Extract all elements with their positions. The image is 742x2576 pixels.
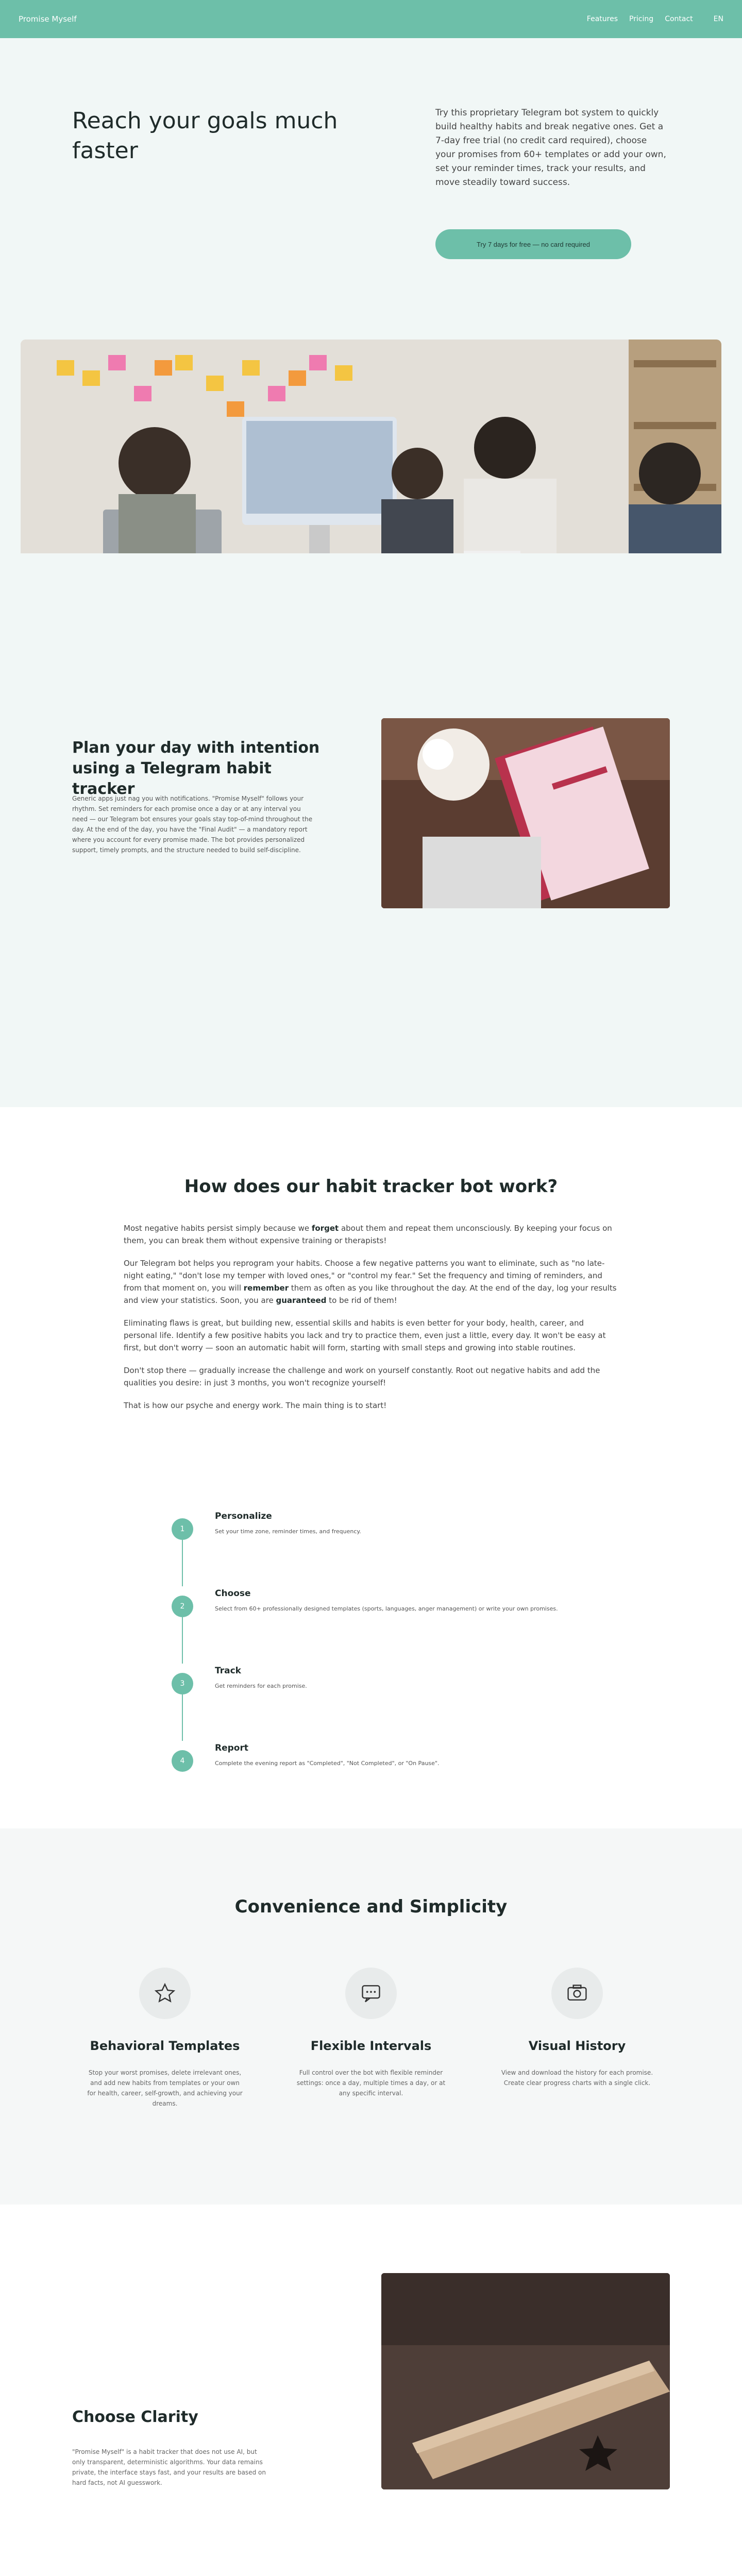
main-nav (587, 15, 723, 23)
convenience-title: Convenience and Simplicity (234, 1896, 508, 1917)
clarity-body: "Promise Myself" is a habit tracker that does not use AI, but only transparent, deterministic algorithms. Your data remains private, the interface stays fast, and your results are based on hard facts, not AI guesswork. (72, 2448, 266, 2486)
feature-behavioral-templates (72, 1968, 258, 2109)
timeline-line (182, 1617, 183, 1664)
language-switch[interactable]: EN (713, 15, 723, 23)
step-number: 2 (172, 1596, 193, 1617)
how-paragraph-5: That is how our psyche and energy work. The main thing is to start! (124, 1401, 387, 1410)
plan-title: Plan your day with intention using a Telegram habit tracker (72, 739, 320, 798)
step-title: Track (215, 1666, 241, 1676)
top-navbar (0, 0, 742, 38)
plan-books-photo (381, 718, 670, 908)
step-title: Choose (215, 1588, 251, 1599)
free-trial-button[interactable]: Try 7 days for free — no card required (435, 229, 631, 259)
feature-visual-history (484, 1968, 670, 2088)
how-it-works-section (0, 1107, 742, 1828)
chat-icon (345, 1968, 397, 2019)
timeline-line (182, 1694, 183, 1741)
hero-title: Reach your goals much faster (72, 108, 338, 164)
step-track (172, 1664, 584, 1741)
clarity-wood-sign-photo (381, 2273, 670, 2489)
feature-desc: Full control over the bot with flexible reminder settings: once a day, multiple times a day, or at any specific interval. (296, 2069, 446, 2097)
clarity-title: Choose Clarity (72, 2408, 198, 2426)
brand-logo[interactable]: Promise Myself (19, 14, 77, 24)
convenience-section (0, 1828, 742, 2205)
hero-section (0, 38, 742, 553)
hero-lead: Try this proprietary Telegram bot system to quickly build healthy habits and break negative ones. Get a 7-day free trial (no credit card required), choose your promises from 60+ templates or add your own, set your reminder times, track your results, and move steadily toward success. (435, 108, 666, 188)
nav-pricing[interactable]: Pricing (629, 15, 654, 23)
camera-icon (551, 1968, 603, 2019)
step-report (172, 1741, 584, 1818)
step-desc: Select from 60+ professionally designed templates (sports, languages, anger management) or write your own promises. (215, 1605, 558, 1612)
step-personalize (172, 1509, 584, 1586)
star-icon (139, 1968, 191, 2019)
step-title: Report (215, 1743, 248, 1753)
plan-body: Generic apps just nag you with notifications. "Promise Myself" follows your rhythm. Set reminders for each promise once a day or at any interval you need — our Telegram bot ensures your goals stay top-of-mind throughout the day. At the end of the day, you have the "Final Audit" — a mandatory report where you account for every promise made. The bot provides personalized support, timely prompts, and the structure needed to build self-discipline. (72, 795, 313, 854)
how-copy (124, 1222, 618, 1422)
nav-features[interactable]: Features (586, 15, 618, 23)
step-number: 4 (172, 1750, 193, 1772)
clarity-section (0, 2205, 742, 2576)
feature-title: Behavioral Templates (90, 2039, 240, 2053)
plan-section (0, 553, 742, 1107)
feature-flexible-intervals (278, 1968, 464, 2098)
nav-contact[interactable]: Contact (665, 15, 693, 23)
timeline-line (182, 1540, 183, 1586)
steps-timeline (172, 1509, 584, 1818)
feature-desc: View and download the history for each promise. Create clear progress charts with a single click. (501, 2069, 653, 2087)
feature-desc: Stop your worst promises, delete irrelevant ones, and add new habits from templates or your own for health, career, self-growth, and achieving your dreams. (87, 2069, 243, 2107)
step-desc: Complete the evening report as "Completed", "Not Completed", or "On Pause". (215, 1760, 440, 1767)
feature-title: Visual History (528, 2039, 626, 2053)
how-title: How does our habit tracker bot work? (184, 1176, 558, 1197)
how-paragraph-4: Don't stop there — gradually increase the challenge and work on yourself constantly. Root out negative habits and add the qualities you desire: in just 3 months, you won't recognize yourself! (124, 1366, 600, 1387)
step-number: 3 (172, 1673, 193, 1694)
how-paragraph-3: Eliminating flaws is great, but building new, essential skills and habits is even better for your body, health, career, and personal life. Identify a few positive habits you lack and try to practice them, even just a little, every day. It won't be easy at first, but don't worry — soon an automatic habit will form, starting with small steps and growing into stable routines. (124, 1318, 606, 1352)
how-paragraph-1: Most negative habits persist simply because we forget about them and repeat them unconsciously. By keeping your focus on them, you can break them without expensive training or therapists! (124, 1224, 612, 1245)
step-number: 1 (172, 1518, 193, 1540)
how-paragraph-2: Our Telegram bot helps you reprogram your habits. Choose a few negative patterns you want to eliminate, such as "no late-night eating," "don't lose my temper with loved ones," or "control my fear." Set the frequency and timing of reminders, and from that moment on, you will remember them as often as you like throughout the day. At the end of the day, log your results and view your statistics. Soon, you are guaranteed to be rid of them! (124, 1259, 617, 1305)
step-desc: Get reminders for each promise. (215, 1683, 307, 1689)
step-choose (172, 1586, 584, 1664)
step-desc: Set your time zone, reminder times, and frequency. (215, 1528, 361, 1535)
feature-title: Flexible Intervals (310, 2039, 432, 2053)
step-title: Personalize (215, 1511, 272, 1521)
